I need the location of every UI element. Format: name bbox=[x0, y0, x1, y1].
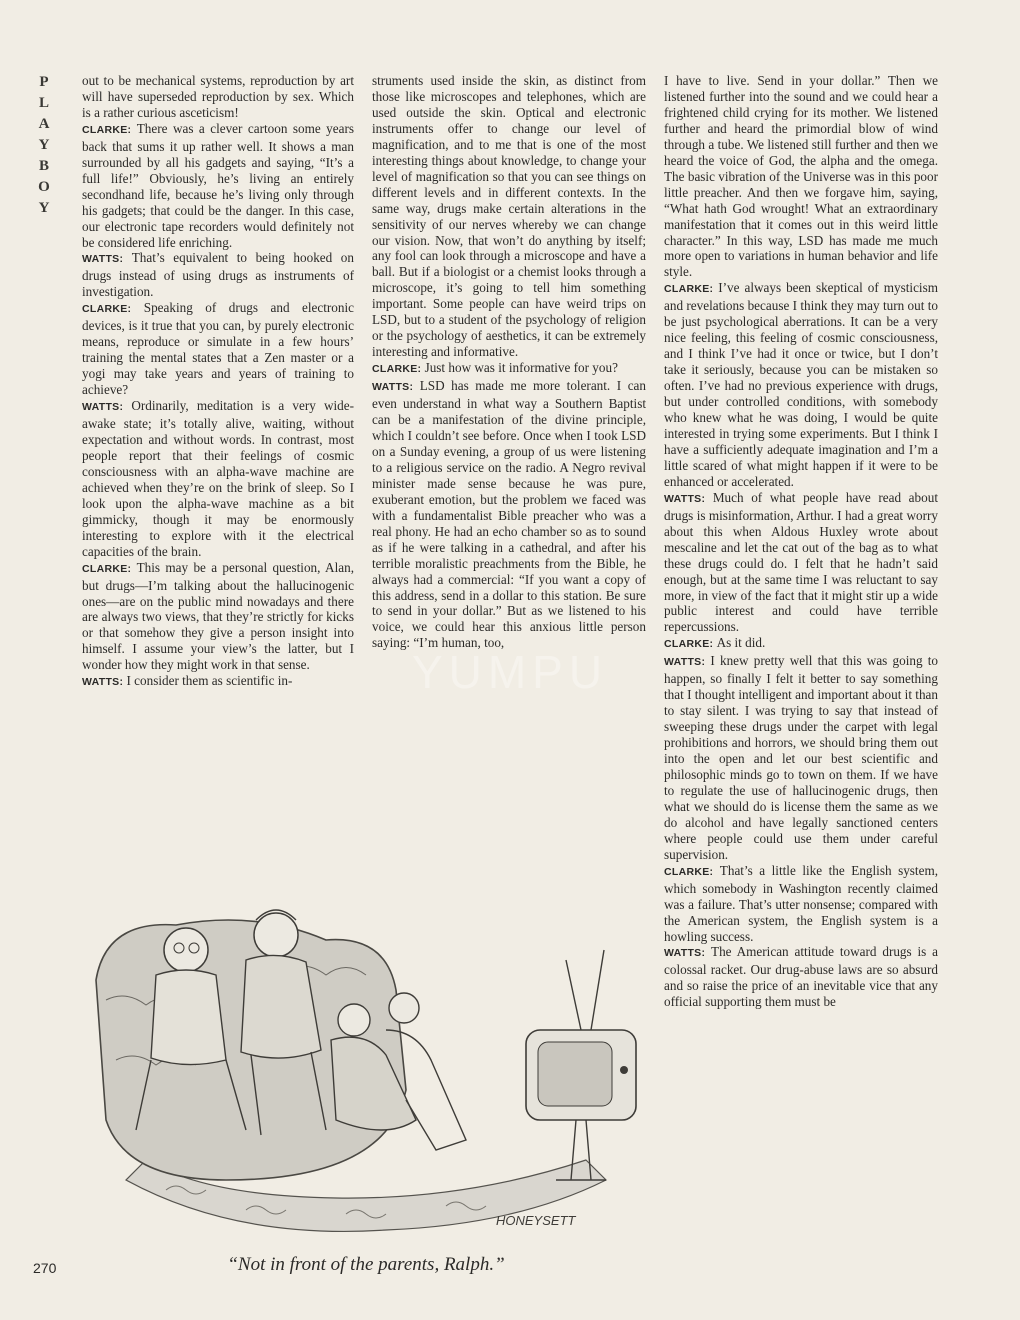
speaker-label: CLARKE: bbox=[82, 303, 144, 316]
paragraph-text: I have to live. Send in your dollar.” Then we listened further into the sound and we could hear a frightened child crying for its mother. We listened further and heard the primordial blow of wind through a tube. We listened still further and then we heard the voice of God, the alpha and the omega. The basic vibration of the Universe was in this poor little preacher. And then we forgave him, saying, “What hath God wrought! What an extraordinary manifestation that it comes out in this weird little character.” In this way, LSD has made me much more open to variations in human behavior and life style. bbox=[664, 73, 938, 280]
paragraph bbox=[664, 490, 938, 636]
side-letter: Y bbox=[38, 137, 50, 153]
paragraph-text: Speaking of drugs and electronic devices, is it true that you can, by purely electronic means, reproduce or simulate in a few hours’ training the mental states that a Zen master or a yogi may take years and years of training to achieve? bbox=[82, 300, 354, 398]
paragraph-text: Just how was it informative for you? bbox=[424, 360, 618, 376]
paragraph bbox=[372, 378, 646, 651]
paragraph-text: That’s a little like the English system, which somebody in Washington recently claimed was a failure. That’s utter nonsense; compared with the American system, the English system is a howling success. bbox=[664, 862, 939, 944]
paragraph-text: The American attitude toward drugs is a colossal racket. Our drug-abuse laws are so absurd and so raise the price of an inevitable vice that any official supporting them must be bbox=[664, 944, 938, 1010]
paragraph bbox=[664, 944, 938, 1010]
paragraph-text: I consider them as scientific in- bbox=[126, 673, 293, 689]
paragraph-text: This may be a personal question, Alan, but drugs—I’m talking about the hallucinogenic ones—are on the public mind nowadays and there are always two views, that they’re strictly for kicks or that somehow they give a person insight into himself. I assume your view’s the latter, but I wonder how they might work in that sense. bbox=[82, 559, 354, 673]
paragraph-text: As it did. bbox=[716, 635, 766, 651]
cartoon-signature: HONEYSETT bbox=[496, 1213, 576, 1228]
paragraph bbox=[664, 73, 938, 280]
paragraph bbox=[664, 280, 938, 489]
speaker-label: CLARKE: bbox=[664, 638, 717, 651]
speaker-label: WATTS: bbox=[664, 656, 711, 669]
cartoon-caption: “Not in front of the parents, Ralph.” bbox=[227, 1254, 505, 1275]
paragraph-text: That’s equivalent to being hooked on drugs instead of using drugs as instruments of investigation. bbox=[82, 250, 354, 300]
speaker-label: WATTS: bbox=[664, 492, 713, 505]
paragraph-text: LSD has made me more tolerant. I can even understand in what way a Southern Baptist can be a manifestation of the divine principle, which I couldn’t see before. Once when I took LSD on a Sunday evening, a group of us were listening to a religious service on the radio. A Negro revival minister made sense because he was pure, exuberant emotion, but the problem we faced was with a fundamentalist Bible preacher who was a real phony. He had an echo chamber so as to sound as if he were talking in a cathedral, and after his terrible moralistic preachments from the Bible, he always had a commercial: “If you want a copy of this address, send in a dollar to this station. Be sure to send in your dollar.” But as we listened to his voice, we could hear this anxious little person saying: “I’m human, too, bbox=[372, 378, 646, 651]
paragraph bbox=[664, 863, 938, 945]
text-column-3 bbox=[664, 73, 938, 1010]
side-letter: Y bbox=[38, 200, 50, 216]
side-letter: L bbox=[38, 95, 49, 111]
speaker-label: CLARKE: bbox=[82, 562, 137, 575]
speaker-label: CLARKE: bbox=[664, 865, 720, 878]
cartoon-father-head bbox=[164, 928, 208, 972]
paragraph bbox=[372, 73, 646, 360]
paragraph-text: Much of what people have read about drugs is misinformation, Arthur. I had a great worry about this when Aldous Huxley wrote about mescaline and let the cat out of the bag as to what these drugs could do. I felt that he hadn’t said enough, but at the same time I was reluctant to say more, in view of the fact that it might stir up a wide public interest and could have terrible repercussions. bbox=[664, 489, 938, 635]
side-letter: O bbox=[38, 179, 50, 195]
paragraph bbox=[664, 635, 938, 653]
speaker-label: CLARKE: bbox=[664, 283, 719, 296]
cartoon-illustration bbox=[86, 880, 646, 1248]
side-letter: P bbox=[39, 74, 49, 90]
cartoon-antenna-right bbox=[591, 950, 604, 1030]
speaker-label: WATTS: bbox=[82, 676, 127, 689]
cartoon-antenna-left bbox=[566, 960, 581, 1030]
paragraph-text: I’ve always been skeptical of mysticism and revelations because I think they may turn out to be just psychological aberrations. It can be a very nice feeling, this feeling of cosmic consciousness, and I think I’ve had it once or twice, but I don’t take it seriously, because you can be mistaken so often. I’ve had no previous experience with drugs, but under controlled conditions, with somebody who knew what he was doing, I would be quite interested in trying some experiments. But I think I have a sufficiently adequate imagination and I’m a little scared of what might happen if it were to be enhanced or accelerated. bbox=[664, 280, 938, 489]
page-number: 270 bbox=[33, 1260, 57, 1276]
cartoon-ralph-head bbox=[338, 1004, 370, 1036]
speaker-label: WATTS: bbox=[664, 947, 712, 960]
paragraph bbox=[82, 300, 354, 398]
paragraph-text: out to be mechanical systems, reproduction by art will have superseded reproduction by sex. Which is a rather curious asceticism! bbox=[82, 73, 354, 120]
text-column-2 bbox=[372, 73, 646, 651]
paragraph bbox=[82, 121, 354, 251]
paragraph bbox=[82, 398, 354, 560]
paragraph-text: There was a clever cartoon some years back that sums it up rather well. It shows a man surrounded by all his gadgets and saying, “It’s a full life!” Obviously, he’s living an entirely secondhand life, because he’s living only through his gadgets; that could be the danger. In this case, our electronic tape recorders would definitely not be considered life enriching. bbox=[82, 120, 355, 250]
cartoon-mother-head bbox=[254, 913, 298, 957]
speaker-label: WATTS: bbox=[82, 401, 132, 414]
paragraph-text: struments used inside the skin, as distinct from those like microscopes and telephones, which are used outside the skin. Optical and electronic instruments offer to change our level of magnification, and to me that is one of the most interesting things about knowledge, to change your level of magnification so that you can see things on different levels and in different contexts. In the same way, drugs make certain alterations in the sensitivity of our nerves whereby we can change our vision. Now, that won’t do anything by itself; any fool can look through a microscope and have a ball. But if a biologist or a chemist looks through a microscope, it’s going to tell him something important. Some people can have weird trips on LSD, but to a student of the psychology of religion or the psychology of aesthetics, it can be extremely interesting and informative. bbox=[372, 73, 646, 360]
paragraph bbox=[82, 560, 354, 674]
paragraph-text: I knew pretty well that this was going to happen, so finally I felt it better to say something that I thought intelligent and important about it than to stay silent. I was trying to say that instead of sweeping these drugs under the carpet with legal prohibitions and horrors, we should bring them out into the open and let our best scientific and philosophic minds go to town on them. If we have to regulate the use of hallucinogenic drugs, then what we should do is license them the same as we do alcohol and have legally sanctioned centers where people could use them under careful supervision. bbox=[664, 653, 939, 862]
paragraph-text: Ordinarily, meditation is a very wide-awake state; it’s totally alive, waiting, without expectation and without words. In contrast, most people report that their feelings of cosmic consciousness with an alpha-wave machine are achieved when they’re on the brink of sleep. So I look upon the alpha-wave machine as a bit gimmicky, though it may be enormously interesting to explore with it the electrical capacities of the brain. bbox=[82, 398, 354, 559]
speaker-label: CLARKE: bbox=[372, 363, 425, 376]
speaker-label: CLARKE: bbox=[82, 123, 137, 136]
paragraph bbox=[372, 360, 646, 378]
paragraph bbox=[664, 653, 938, 862]
text-column-1 bbox=[82, 73, 354, 691]
watermark: YUMPU bbox=[411, 646, 609, 698]
cartoon-girl-head bbox=[389, 993, 419, 1023]
side-letter: B bbox=[38, 158, 49, 174]
paragraph bbox=[82, 673, 354, 691]
speaker-label: WATTS: bbox=[82, 253, 132, 266]
side-letter: A bbox=[38, 116, 50, 132]
paragraph bbox=[82, 250, 354, 300]
speaker-label: WATTS: bbox=[372, 381, 420, 394]
magazine-side-label bbox=[34, 72, 54, 219]
paragraph bbox=[82, 73, 354, 121]
